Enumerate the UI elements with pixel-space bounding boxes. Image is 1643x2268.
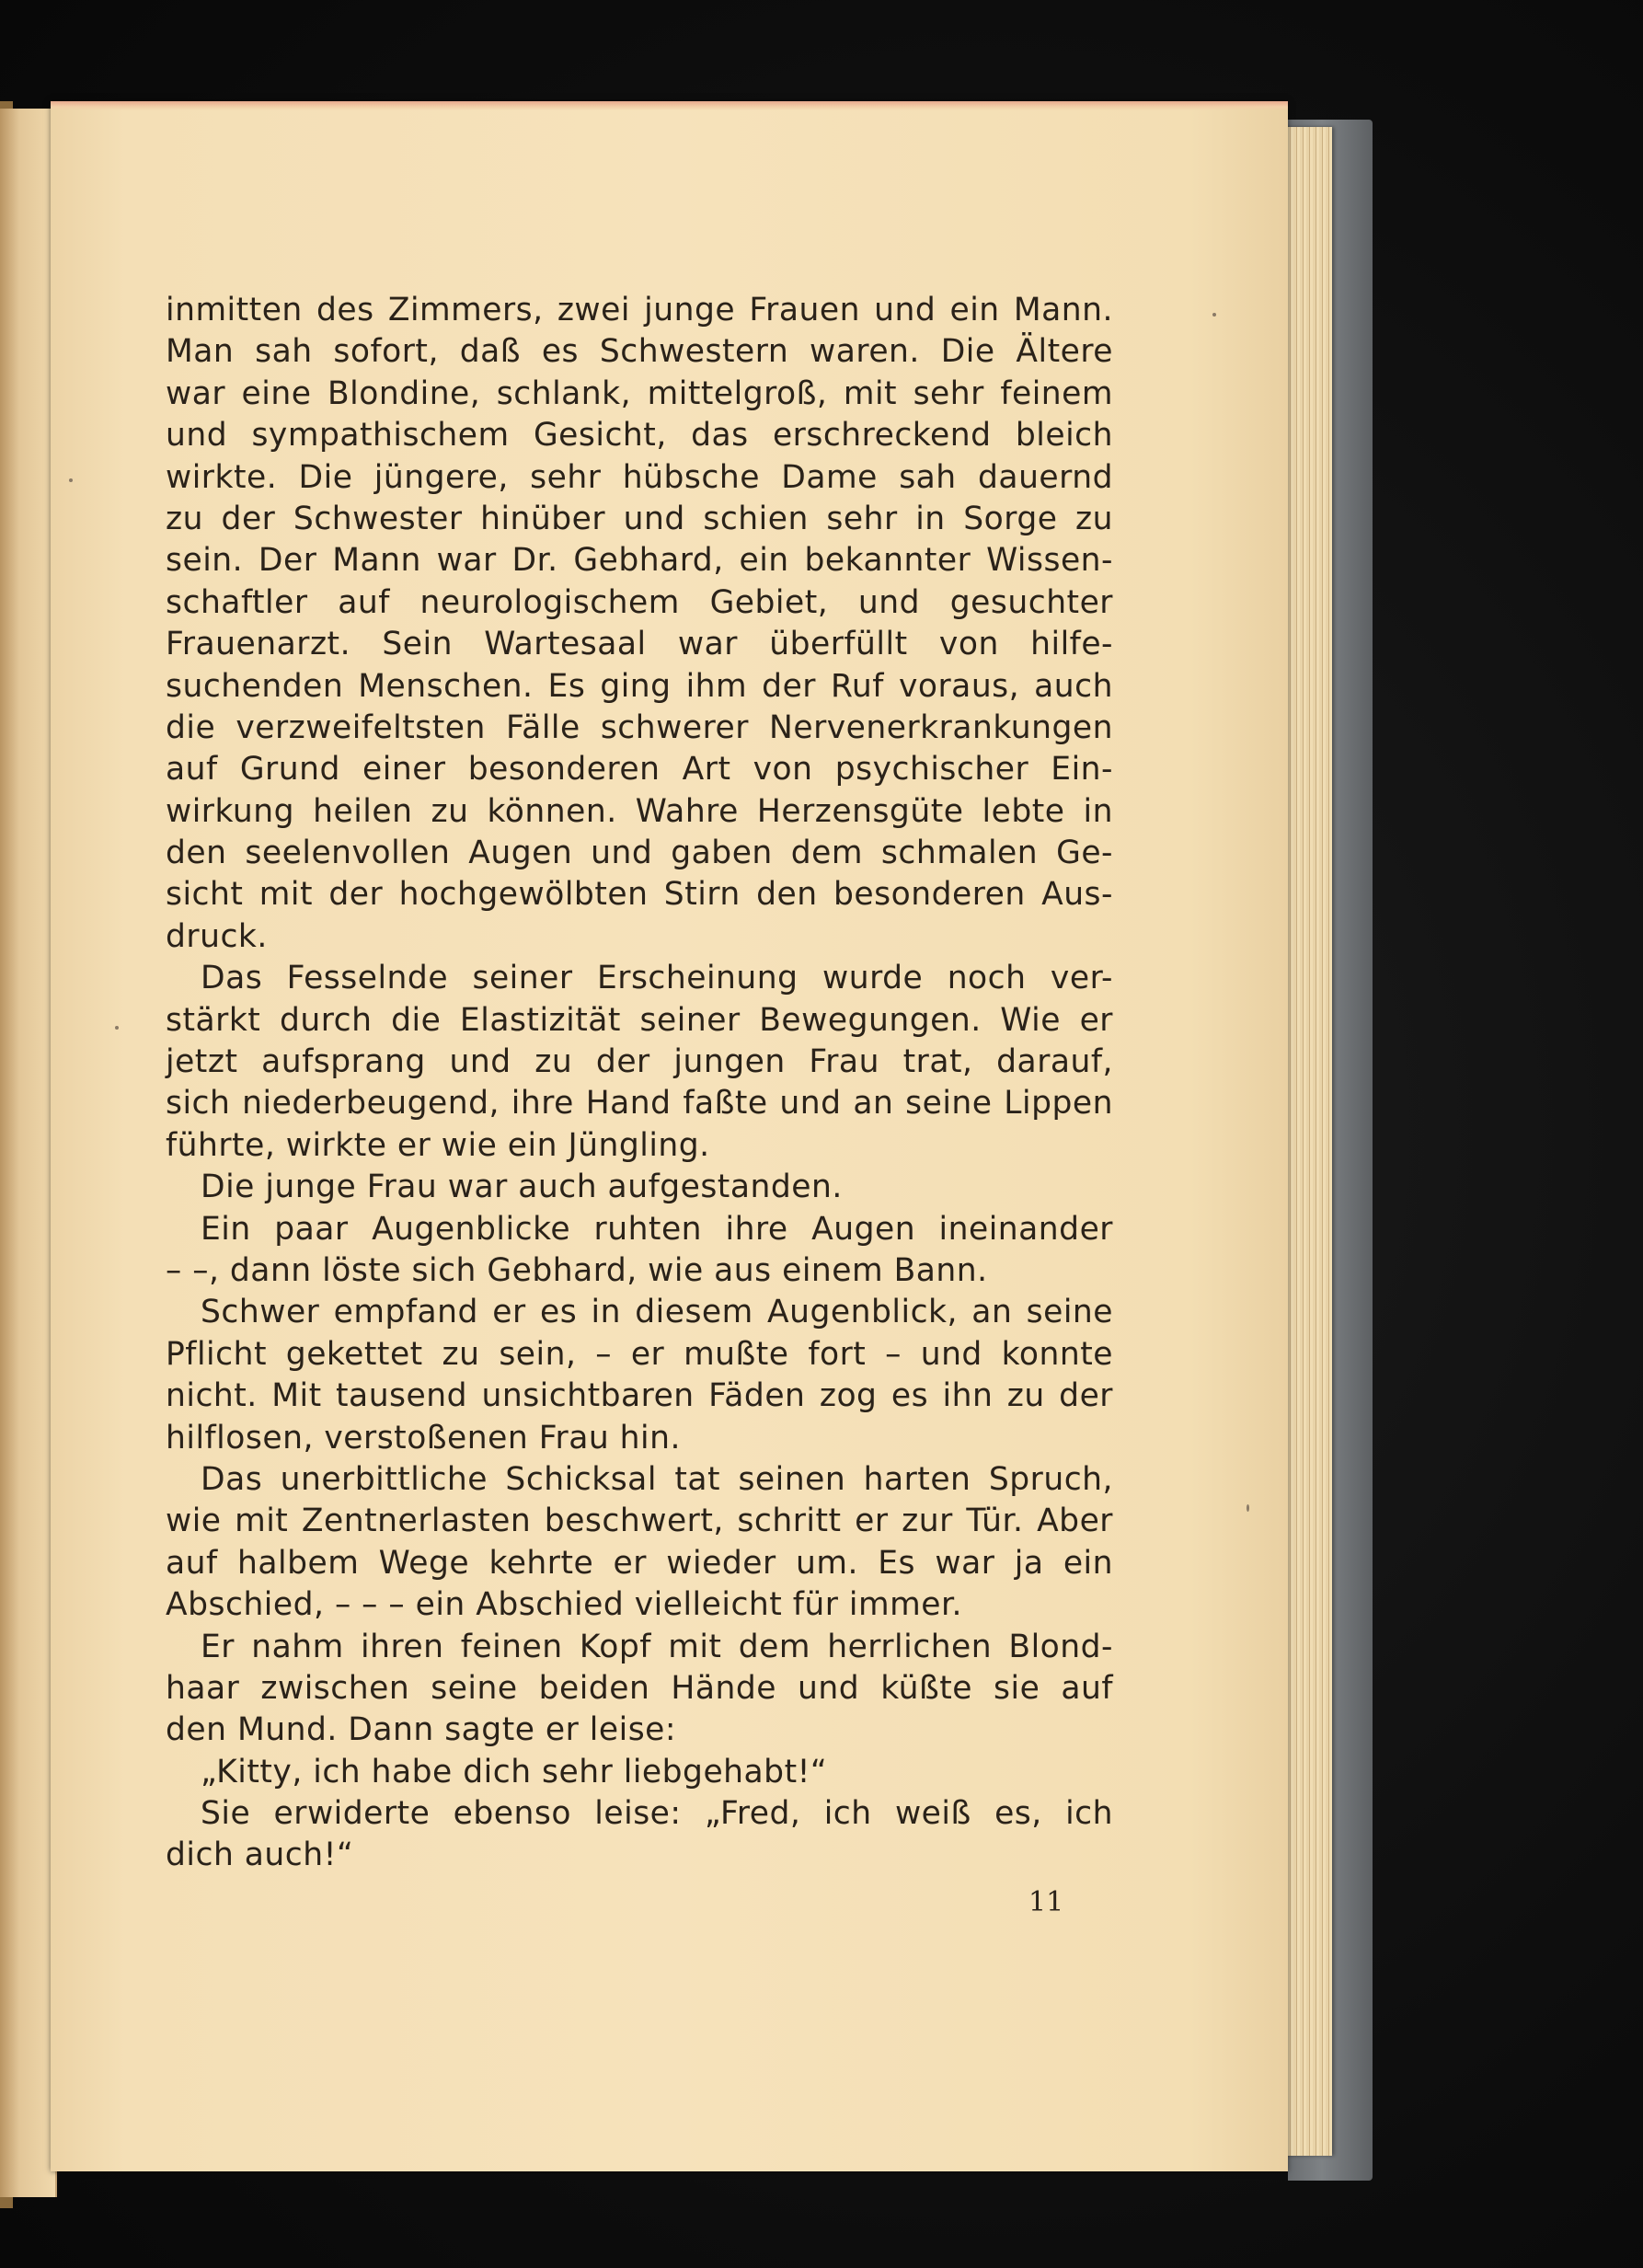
text-line: den Mund. Dann sagte er leise: [166,1711,677,1749]
text-line: führte, wirkte er wie ein Jüngling. [166,1126,710,1164]
text-line: Das Fesselnde seiner Erscheinung wurde noch ver- [201,960,1113,997]
text-line: wirkte. Die jüngere, sehr hübsche Dame sah dauernd [166,458,1113,496]
text-line: auf Grund einer besonderen Art von psychischer Ein- [166,751,1113,789]
text-line: nicht. Mit tausend unsichtbaren Fäden zog es ihn zu der [166,1377,1113,1415]
text-line: stärkt durch die Elastizität seiner Bewegungen. Wie er [166,1001,1113,1039]
text-line: zu der Schwester hinüber und schien sehr in Sorge zu [166,500,1113,537]
paper-speck [1212,313,1216,317]
text-line: Pflicht gekettet zu sein, – er mußte fort – und konnte [166,1335,1113,1373]
page-number: 11 [1028,1886,1064,1918]
text-line: schaftler auf neurologischem Gebiet, und gesuchter [166,583,1113,621]
text-line: haar zwischen seine beiden Hände und küßte sie auf [166,1669,1113,1707]
text-line: sicht mit der hochgewölbten Stirn den besonderen Aus- [166,876,1113,914]
previous-page-edge [0,109,57,2197]
page-block-edges [1281,127,1332,2156]
text-line: Schwer empfand er es in diesem Augenblick, an seine [201,1294,1113,1331]
text-line: Die junge Frau war auch aufgestanden. [201,1169,843,1206]
text-line: inmitten des Zimmers, zwei junge Frauen und ein Mann. [166,292,1113,328]
text-line: und sympathischem Gesicht, das erschreckend bleich [166,417,1113,455]
paper-speck [1247,1504,1249,1512]
text-line: wirkung heilen zu können. Wahre Herzensgüte lebte in [166,792,1113,830]
text-line: den seelenvollen Augen und gaben dem schmalen Ge- [166,835,1113,872]
text-line: wie mit Zentnerlasten beschwert, schritt er zur Tür. Aber [166,1502,1113,1540]
text-line: suchenden Menschen. Es ging ihm der Ruf voraus, auch [166,667,1113,705]
text-line: Das unerbittliche Schicksal tat seinen harten Spruch, [201,1460,1113,1498]
text-line: – –, dann löste sich Gebhard, wie aus einem Bann. [166,1251,988,1289]
text-line: Abschied, – – – ein Abschied vielleicht für immer. [166,1586,962,1624]
text-line: Ein paar Augenblicke ruhten ihre Augen ineinander [201,1210,1113,1248]
text-line: Man sah sofort, daß es Schwestern waren. Die Ältere [166,333,1113,371]
page-body-text [166,290,1113,1877]
text-line: die verzweifeltsten Fälle schwerer Nervenerkrankungen [166,708,1113,746]
text-line: Sie erwiderte ebenso leise: „Fred, ich weiß es, ich [201,1795,1113,1833]
text-line: hilflosen, verstoßenen Frau hin. [166,1419,681,1456]
text-line: druck. [166,917,268,955]
paper-speck [69,478,73,482]
text-line: auf halbem Wege kehrte er wieder um. Es war ja ein [166,1544,1113,1582]
text-line: Er nahm ihren feinen Kopf mit dem herrlichen Blond- [201,1628,1113,1665]
paper-speck [115,1026,119,1030]
text-line: „Kitty, ich habe dich sehr liebgehabt!“ [201,1753,828,1790]
text-line: sein. Der Mann war Dr. Gebhard, ein bekannter Wissen- [166,542,1113,580]
text-line: dich auch!“ [166,1836,354,1874]
text-line: war eine Blondine, schlank, mittelgroß, mit sehr feinem [166,374,1113,412]
text-line: Frauenarzt. Sein Wartesaal war überfüllt von hilfe- [166,626,1113,663]
book-page [51,101,1288,2171]
text-line: jetzt aufsprang und zu der jungen Frau trat, darauf, [166,1043,1113,1081]
text-line: sich niederbeugend, ihre Hand faßte und an seine Lippen [166,1085,1113,1122]
